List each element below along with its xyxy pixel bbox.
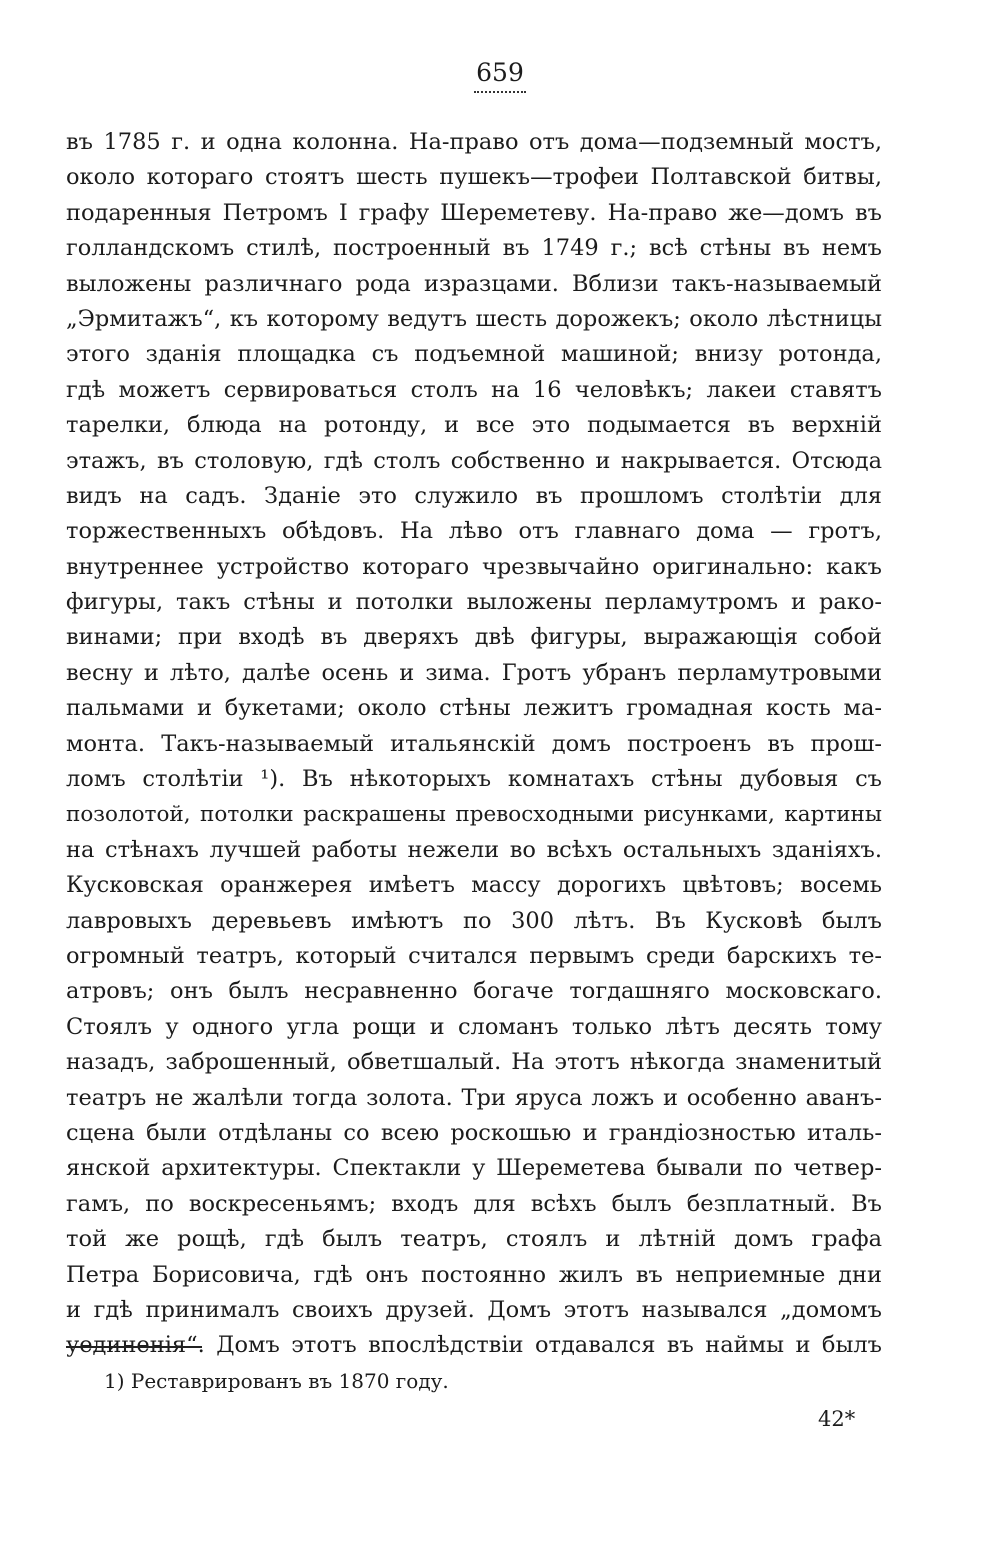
text-line: внутреннее устройство котораго чрезвычайно оригинально: какъ [66, 553, 882, 580]
text-line: позолотой, потолки раскрашены превосходными рисунками, картины [66, 802, 882, 828]
text-line: огромный театръ, который считался первымъ среди барскихъ те- [66, 942, 882, 969]
text-line: въ 1785 г. и одна колонна. На-право отъ дома—подземный мостъ, [66, 129, 882, 155]
text-line: сцена были отдѣланы со всею роскошью и грандіозностью италь- [66, 1119, 882, 1146]
text-line: Стоялъ у одного угла рощи и сломанъ только лѣтъ десять тому [66, 1013, 882, 1040]
text-line: ломъ столѣтіи ¹). Въ нѣкоторыхъ комнатахъ стѣны дубовыя съ [66, 766, 882, 793]
text-line: театръ не жалѣли тогда золота. Три яруса ложъ и особенно аванъ- [66, 1084, 882, 1111]
page-number-text: 659 [474, 58, 526, 93]
text-line: Петра Борисовича, гдѣ онъ постоянно жилъ въ неприемные дни [66, 1261, 882, 1288]
text-line: монта. Такъ-называемый итальянскій домъ построенъ въ прош- [66, 730, 882, 757]
text-line: весну и лѣто, далѣе осень и зима. Гротъ убранъ перламутровыми [66, 659, 882, 686]
text-line: фигуры, такъ стѣны и потолки выложены перламутромъ и рако- [66, 589, 882, 616]
footnote-rule [66, 1346, 202, 1348]
text-line: подаренныя Петромъ I графу Шереметеву. На-право же—домъ въ [66, 199, 882, 226]
text-line: голландскомъ стилѣ, построенный въ 1749 г.; всѣ стѣны въ немъ [66, 235, 882, 262]
text-line: янской архитектуры. Спектакли у Шереметева бывали по четвер- [66, 1155, 882, 1182]
text-line: гамъ, по воскресеньямъ; входъ для всѣхъ былъ безплатный. Въ [66, 1190, 882, 1217]
footnote: 1) Реставрированъ въ 1870 году. [104, 1369, 449, 1393]
text-line: торжественныхъ обѣдовъ. На лѣво отъ главнаго дома — гротъ, [66, 518, 882, 545]
text-line: уединенія“. Домъ этотъ впослѣдствіи отдавался въ наймы и былъ [66, 1332, 882, 1359]
text-line: на стѣнахъ лучшей работы нежели во всѣхъ остальныхъ зданіяхъ. [66, 836, 882, 863]
text-line: и гдѣ принималъ своихъ друзей. Домъ этотъ назывался „домомъ [66, 1296, 882, 1323]
text-line: пальмами и букетами; около стѣны лежитъ громадная кость ма- [66, 695, 882, 722]
body-text [66, 125, 882, 1364]
text-line: этого зданія площадка съ подъемной машиной; внизу ротонда, [66, 341, 882, 368]
text-line: Кусковская оранжерея имѣетъ массу дорогихъ цвѣтовъ; восемь [66, 872, 882, 899]
text-line: винами; при входѣ въ дверяхъ двѣ фигуры, выражающія собой [66, 624, 882, 651]
text-line: около котораго стоятъ шесть пушекъ—трофеи Полтавской битвы, [66, 164, 882, 191]
text-line: этажъ, въ столовую, гдѣ столъ собственно и накрывается. Отсюда [66, 447, 882, 474]
text-line: видъ на садъ. Зданіе это служило въ прошломъ столѣтіи для [66, 482, 882, 509]
text-line: лавровыхъ деревьевъ имѣютъ по 300 лѣтъ. Въ Кусковѣ былъ [66, 907, 882, 934]
text-line: выложены различнаго рода изразцами. Вблизи такъ-называемый [66, 270, 882, 297]
text-line: атровъ; онъ былъ несравненно богаче тогдашняго московскаго. [66, 978, 882, 1005]
signature-mark: 42* [818, 1407, 856, 1431]
text-line: той же рощѣ, гдѣ былъ театръ, стоялъ и лѣтній домъ графа [66, 1226, 882, 1253]
text-line: тарелки, блюда на ротонду, и все это подымается въ верхній [66, 412, 882, 439]
page-number [0, 58, 1000, 88]
text-line: „Эрмитажъ“, къ которому ведутъ шесть дорожекъ; около лѣстницы [66, 305, 882, 332]
text-line: назадъ, заброшенный, обветшалый. На этотъ нѣкогда знаменитый [66, 1049, 882, 1076]
text-line: гдѣ можетъ сервироваться столъ на 16 человѣкъ; лакеи ставятъ [66, 376, 882, 403]
